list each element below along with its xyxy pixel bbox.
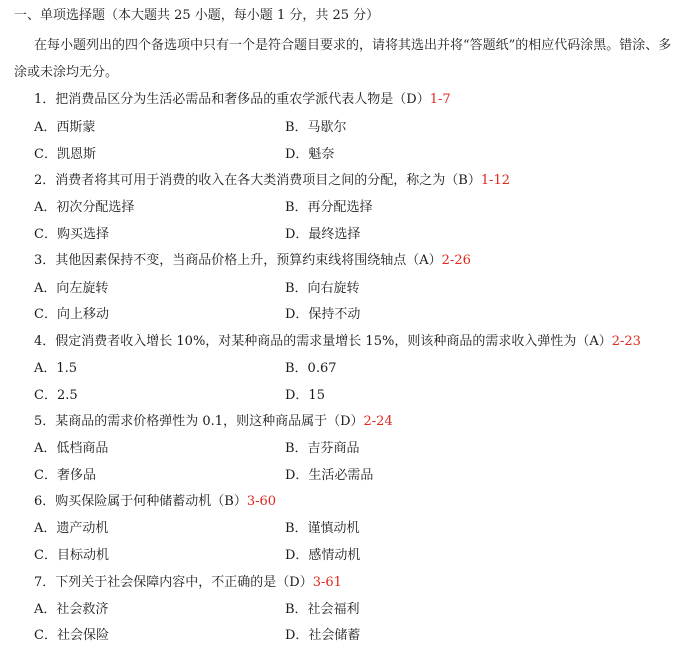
option-c: C．社会保险 [34,628,109,643]
question-text: 6．购买保险属于何种储蓄动机（B） [34,494,247,509]
question-reference: 2-26 [441,253,471,268]
question-reference: 1-7 [429,92,451,107]
option-c: C．奢侈品 [34,468,96,483]
option-d: D．感情动机 [285,548,361,563]
question-text: 1．把消费品区分为生活必需品和奢侈品的重农学派代表人物是（D） [34,92,430,107]
section-title: 一、单项选择题（本大题共 25 小题，每小题 1 分，共 25 分） [14,8,380,23]
option-d: D．生活必需品 [285,468,374,483]
option-b: B．吉芬商品 [285,441,360,456]
option-b: B．马歇尔 [285,120,347,135]
option-c: C．购买选择 [34,227,109,242]
question-stem [34,494,276,510]
option-d: D．保持不动 [285,307,361,322]
option-b: B．社会福利 [285,602,360,617]
option-b: B．向右旋转 [285,281,360,296]
question-text: 5．某商品的需求价格弹性为 0.1，则这种商品属于（D） [34,414,364,429]
option-a: A．初次分配选择 [34,200,135,215]
option-c: C．向上移动 [34,307,109,322]
option-b: B．0.67 [285,361,337,376]
question-text: 2．消费者将其可用于消费的收入在各大类消费项目之间的分配，称之为（B） [34,173,481,188]
instruction-line-2: 涂或未涂均无分。 [14,65,119,80]
question-stem [34,414,393,430]
question-reference: 2-23 [611,334,641,349]
option-b: B．再分配选择 [285,200,373,215]
question-reference: 3-60 [246,494,277,509]
question-text: 3．其他因素保持不变，当商品价格上升，预算约束线将围绕轴点（A） [34,253,442,268]
option-c: C．凯恩斯 [34,147,96,162]
option-a: A．西斯蒙 [34,120,96,135]
question-stem [34,173,510,189]
question-text: 7．下列关于社会保障内容中，不正确的是（D） [34,575,313,590]
option-a: A．社会救济 [34,602,109,617]
question-stem [34,92,451,108]
option-d: D．社会储蓄 [285,628,361,643]
option-c: C．2.5 [34,388,78,403]
option-a: A．1.5 [34,361,78,376]
option-a: A．向左旋转 [34,281,109,296]
option-d: D．魁奈 [285,147,335,162]
question-stem [34,575,342,591]
option-a: A．低档商品 [34,441,109,456]
option-d: D．最终选择 [285,227,361,242]
option-b: B．谨慎动机 [285,521,360,536]
option-c: C．目标动机 [34,548,109,563]
question-text: 4．假定消费者收入增长 10%，对某种商品的需求量增长 15%，则该种商品的需求收入弹性为（A） [34,334,612,349]
question-stem [34,334,641,350]
option-d: D．15 [285,388,325,403]
question-stem [34,253,471,269]
option-a: A．遗产动机 [34,521,109,536]
instruction-line-1: 在每小题列出的四个备选项中只有一个是符合题目要求的，请将其选出并将“答题纸”的相应代码涂黑。错涂、多 [34,38,672,53]
question-reference: 2-24 [363,414,393,429]
question-reference: 1-12 [480,173,511,188]
question-reference: 3-61 [312,575,342,590]
